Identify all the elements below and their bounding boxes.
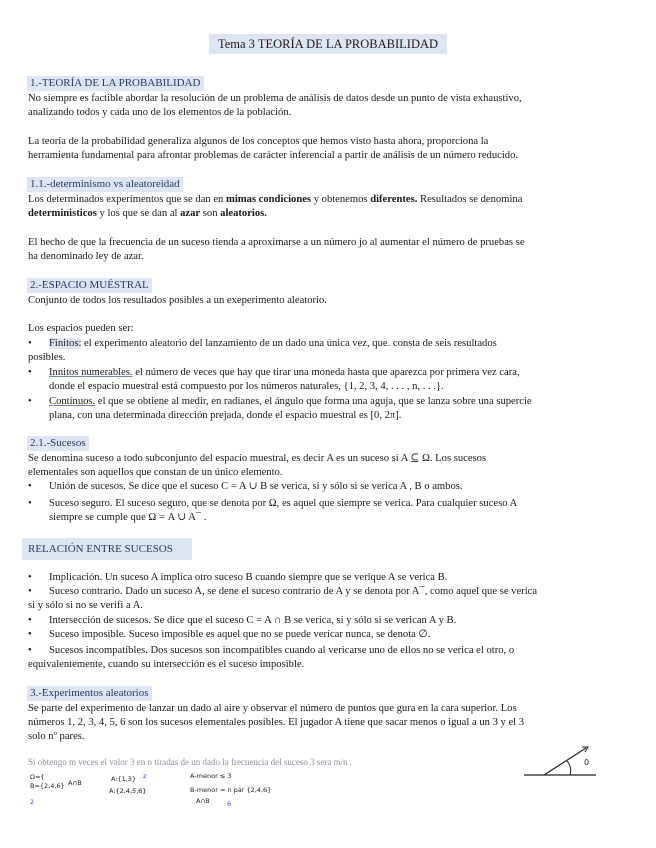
list-item-text: donde el espacio muestral está compuesto por los números naturales, {1, 2, 3, 4, . . . , n, . . .}. [49,381,444,392]
text-run: Los determinados experimentos que se dan en [28,194,226,205]
bullet-icon: • [28,338,32,349]
handwriting-note: A:{2,4,5,6} [109,787,147,795]
paragraph-line: números 1, 2, 3, 4, 5, 6 son los sucesos elementales posibles. El jugador A tiene que sacar menos o igual a un 3 y el 3 [28,717,525,728]
handwriting-note: A∩B [68,779,82,787]
bold-run: diferentes. [370,194,418,205]
bold-run: deterministicos [28,208,97,219]
text-run: Resultados se denomina [417,194,523,205]
paragraph-line: El hecho de que la frecuencia de un suceso tienda a aproximarse a un número jo al aumentar el número de pruebas se [28,237,525,248]
bullet-icon: • [28,396,32,407]
bullet-icon: • [28,615,32,626]
handwriting-note: 2 [30,798,35,806]
paragraph-line: elementales son aquellos que constan de un único elemento. [28,467,283,478]
paragraph-line: herramienta fundamental para afrontar problemas de carácter inferencial a partir de análisis de un número reducido. [28,150,519,161]
list-item-text: plana, con una determinada dirección prejada, donde el espacio muestral es [0, 2π]. [49,410,402,421]
bullet-icon: • [28,367,32,378]
section-heading-experimentos: 3.-Experimentos aleatorios [27,686,152,701]
handwriting-note: z [143,772,147,780]
list-item-text: Suceso imposible. Suceso imposible es aquel que no se puede vericar nunca, se denota ∅. [49,629,431,640]
handwriting-note: 6 [227,800,232,808]
handwriting-note: Ω={ [30,773,45,781]
list-item-text: posibles. [28,352,66,363]
text-run: el que se obtiene al medir, en radianes, el ángulo que forma una aguja, que se lanza sobre una supercie [95,396,532,407]
list-item-text: siempre se cumple que Ω = A ∪ A¯ . [49,512,207,523]
page-title: Tema 3 TEORÍA DE LA PROBABILIDAD [209,34,447,54]
bullet-icon: • [28,629,32,640]
text-run: son [200,208,221,219]
paragraph-line: Los espacios pueden ser: [28,323,134,334]
list-item-text: Implicación. Un suceso A implica otro suceso B cuando siempre que se verique A se verica B. [49,572,448,583]
paragraph-line: ha denominado ley de azar. [28,251,144,262]
term: Contínuos. [49,396,96,407]
handwriting-note: B={2,4,6} [30,782,65,790]
list-item-text: Suceso contrario. Dado un suceso A, se dene el suceso contrario de A y se denota por A¯, como aquel que se verica [49,586,538,597]
paragraph-line: Se parte del experimento de lanzar un dado al aire y observar el número de puntos que gura en la cara superior. Los [28,703,517,714]
list-item-text: Sucesos incompatibles. Dos sucesos son incompatibles cuando al vericarse uno de ellos no se verica el otro, o [49,645,515,656]
list-item-text: Suceso seguro. El suceso seguro, que se denota por Ω, es aquel que siempre se verica. Para cualquier suceso A [49,498,518,509]
paragraph-line [28,207,640,221]
paragraph-line: Conjunto de todos los resultados posibles a un exeperimento aleatorio. [28,295,327,306]
handwriting-note: A∩B [196,797,210,805]
note-text: Si obtengo m veces el valor 3 en n tiradas de un dado la frecuencia del suceso 3 sera m/n . [28,757,353,767]
bullet-icon: • [28,572,32,583]
text-run: y obtenemos [311,194,371,205]
list-item-text: Intersección de sucesos. Se dice que el suceso C = A ∩ B se verica, si y sólo si se verican A y B. [49,615,457,626]
bullet-icon: • [28,586,32,597]
list-item-text: equivalentemente, cuando su intersección es el suceso imposible. [28,659,305,670]
list-item-text [49,395,639,409]
paragraph-line: Se denomina suceso a todo subconjunto del espacio muestral, es decir A es un suceso si A ⊆ Ω. Los sucesos [28,453,487,464]
paragraph-line [28,193,640,207]
list-item-text: Unión de sucesos. Se dice que el suceso C = A ∪ B se verica, si y sólo si se verica A , B o ambos. [49,481,463,492]
section-heading-teoria: 1.-TEORÍA DE LA PROBABILIDAD [27,76,204,91]
text-run: el experimento aleatorio del lanzamiento de un dado una única vez, que. consta de seis resultados [81,338,497,349]
bold-run: azar [180,208,201,219]
handwriting-note: A:{1,3} [111,775,137,783]
section-heading-sucesos: 2.1.-Sucesos [27,436,89,451]
bold-run: aleatorios. [220,208,267,219]
handwriting-note: 0 [584,758,590,767]
paragraph-line: analizando todos y cada uno de los elementos de la población. [28,107,292,118]
text-run: el número de veces que hay que tirar una moneda hasta que aparezca por primera vez cara, [132,367,520,378]
paragraph-line: solo nº pares. [28,731,85,742]
bold-run: mimas condiciones [226,194,312,205]
section-heading-relacion: RELACIÓN ENTRE SUCESOS [22,538,192,560]
section-heading-espacio: 2.-ESPACIO MUÉSTRAL [27,278,152,293]
term: Innitos numerables. [49,367,133,378]
paragraph-line: La teoría de la probabilidad generaliza algunos de los conceptos que hemos visto hasta ahora, proporciona la [28,136,489,147]
term: Finitos: [49,338,82,349]
section-heading-determinismo: 1.1.-determinismo vs aleatoreidad [27,177,183,192]
list-item-text [49,366,639,380]
list-item-text [49,337,639,351]
bullet-icon: • [28,498,32,509]
paragraph-line: No siempre es factible abordar la resolución de un problema de análisis de datos desde un punto de vista exhaustivo, [28,93,522,104]
text-run: y los que se dan al [96,208,181,219]
bullet-icon: • [28,645,32,656]
bullet-icon: • [28,481,32,492]
list-item-text: si y sólo si no se verifi a A. [28,600,144,611]
handwriting-note: B-menor = n par {2,4,6} [190,786,272,794]
handwriting-note: A-menor ≤ 3 [190,772,232,780]
